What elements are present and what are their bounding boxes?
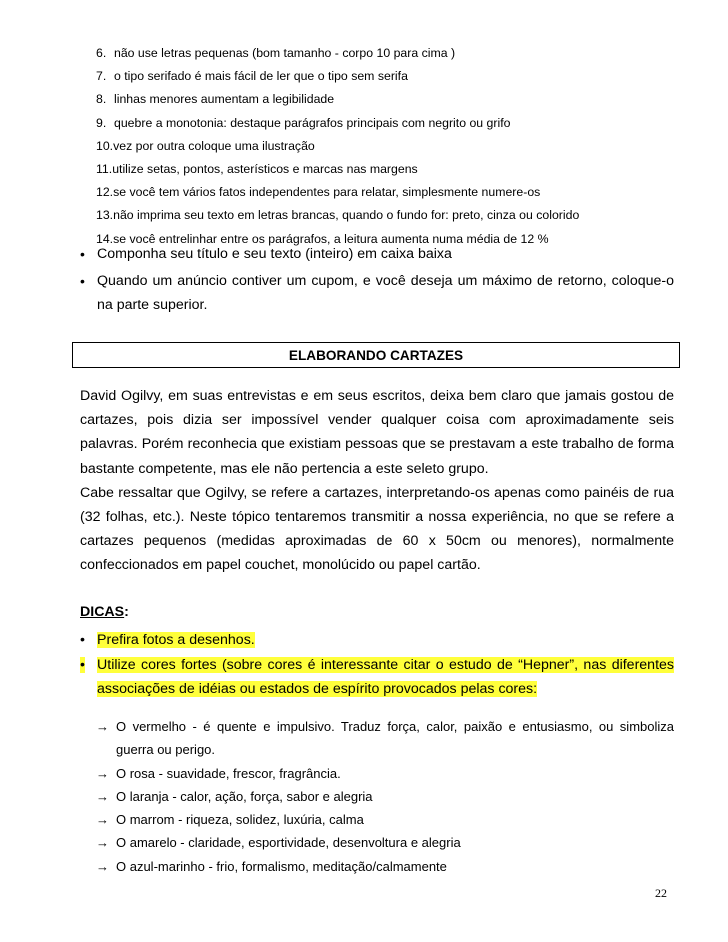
- list-item: [96, 88, 696, 111]
- color-item-text: O marrom - riqueza, solidez, luxúria, calma: [116, 812, 364, 828]
- item-number: 8.: [96, 92, 107, 107]
- bullet-text: Quando um anúncio contiver um cupom, e você deseja um máximo de retorno, coloque-o na parte superior.: [97, 272, 674, 313]
- arrow-right-icon: →: [96, 835, 109, 851]
- section-heading-box: [72, 342, 680, 368]
- color-item: [96, 785, 674, 808]
- bullet-list: [80, 242, 674, 318]
- item-text: se você entrelinhar entre os parágrafos, a leitura aumenta numa média de 12 %: [113, 231, 549, 246]
- item-number: 7.: [96, 69, 107, 84]
- list-item: [96, 112, 696, 135]
- bullet-icon: •: [80, 272, 85, 289]
- arrow-right-icon: →: [96, 788, 109, 804]
- item-number: 13.: [96, 208, 114, 223]
- list-item: [96, 42, 696, 65]
- item-number: 6.: [96, 46, 107, 60]
- list-item: [96, 181, 696, 204]
- color-item: [96, 762, 674, 785]
- item-text: utilize setas, pontos, asterísticos e marcas nas margens: [112, 162, 418, 177]
- color-item-text: O rosa - suavidade, frescor, fragrância.: [116, 765, 341, 781]
- list-item: [96, 135, 696, 158]
- color-item: [96, 831, 674, 854]
- color-item-text: O amarelo - claridade, esportividade, desenvoltura e alegria: [116, 835, 461, 851]
- list-item: [96, 204, 696, 227]
- item-text: se você tem vários fatos independentes para relatar, simplesmente numere-os: [113, 185, 541, 200]
- paragraph: David Ogilvy, em suas entrevistas e em seus escritos, deixa bem claro que jamais gostou de cartazes, pois dizia ser impossível vender qualquer coisa com aproximadamente seis palavras. Porém reconhecia que existiam pessoas que se prestavam a este trabalho de forma bastante competente, mas ele não pertencia a este seleto grupo.: [80, 388, 674, 477]
- item-number: 9.: [96, 115, 107, 130]
- bullet-item: [80, 269, 674, 318]
- bullet-icon: •: [80, 246, 85, 262]
- tip-item: [80, 628, 674, 653]
- tips-list: [80, 628, 674, 702]
- color-item-text: O laranja - calor, ação, força, sabor e alegria: [116, 788, 373, 804]
- paragraph: Cabe ressaltar que Ogilvy, se refere a cartazes, interpretando-os apenas como painéis de rua (32 folhas, etc.). Neste tópico tentaremos transmitir a nossa experiência, no que se refere a cartazes pequenos (medidas aproximadas de 60 x 50cm ou menores), normalmente confeccionados em papel couchet, monolúcido ou papel cartão.: [80, 484, 674, 574]
- item-number: 14.: [96, 231, 114, 246]
- color-item-text: O azul-marinho - frio, formalismo, meditação/calmamente: [116, 858, 447, 874]
- color-item: [96, 808, 674, 831]
- bullet-item: [80, 242, 674, 267]
- list-item: [96, 65, 696, 88]
- item-text: vez por outra coloque uma ilustração: [113, 138, 315, 153]
- item-text: quebre a monotonia: destaque parágrafos principais com negrito ou grifo: [114, 115, 511, 130]
- section-title: ELABORANDO CARTAZES: [288, 347, 464, 363]
- item-text: não imprima seu texto em letras brancas, quando o fundo for: preto, cinza ou colorido: [113, 208, 580, 223]
- item-text: o tipo serifado é mais fácil de ler que o tipo sem serifa: [114, 69, 408, 84]
- dicas-heading: [80, 604, 129, 620]
- dicas-colon: :: [124, 604, 129, 620]
- arrow-right-icon: →: [96, 765, 109, 781]
- color-meanings-list: [96, 715, 674, 878]
- item-number: 11.: [96, 162, 113, 177]
- body-text: [80, 384, 674, 578]
- color-item-text: O vermelho - é quente e impulsivo. Traduz força, calor, paixão e entusiasmo, ou simboliza guerra ou perigo.: [116, 719, 674, 758]
- dicas-label: DICAS: [80, 604, 125, 620]
- item-number: 10.: [96, 138, 114, 153]
- arrow-right-icon: →: [96, 812, 109, 828]
- bullet-icon: •: [80, 632, 85, 648]
- bullet-text: Componha seu título e seu texto (inteiro) em caixa baixa: [97, 246, 452, 262]
- item-text: não use letras pequenas (bom tamanho - corpo 10 para cima ): [114, 46, 456, 60]
- item-text: linhas menores aumentam a legibilidade: [114, 92, 335, 107]
- item-number: 12.: [96, 185, 114, 200]
- arrow-right-icon: →: [96, 719, 109, 734]
- color-item: [96, 715, 674, 762]
- tip-item: [80, 653, 674, 702]
- list-item: [96, 158, 696, 181]
- highlighted-tip-text: Utilize cores fortes (sobre cores é interessante citar o estudo de “Hepner”, nas diferentes associações de idéias ou estados de espírito provocados pelas cores:: [97, 656, 674, 697]
- page-number: 22: [655, 886, 667, 900]
- numbered-list: [96, 42, 696, 251]
- color-item: [96, 855, 674, 878]
- arrow-right-icon: →: [96, 858, 109, 874]
- bullet-icon: •: [80, 656, 85, 673]
- highlighted-tip-text: Prefira fotos a desenhos.: [97, 632, 255, 648]
